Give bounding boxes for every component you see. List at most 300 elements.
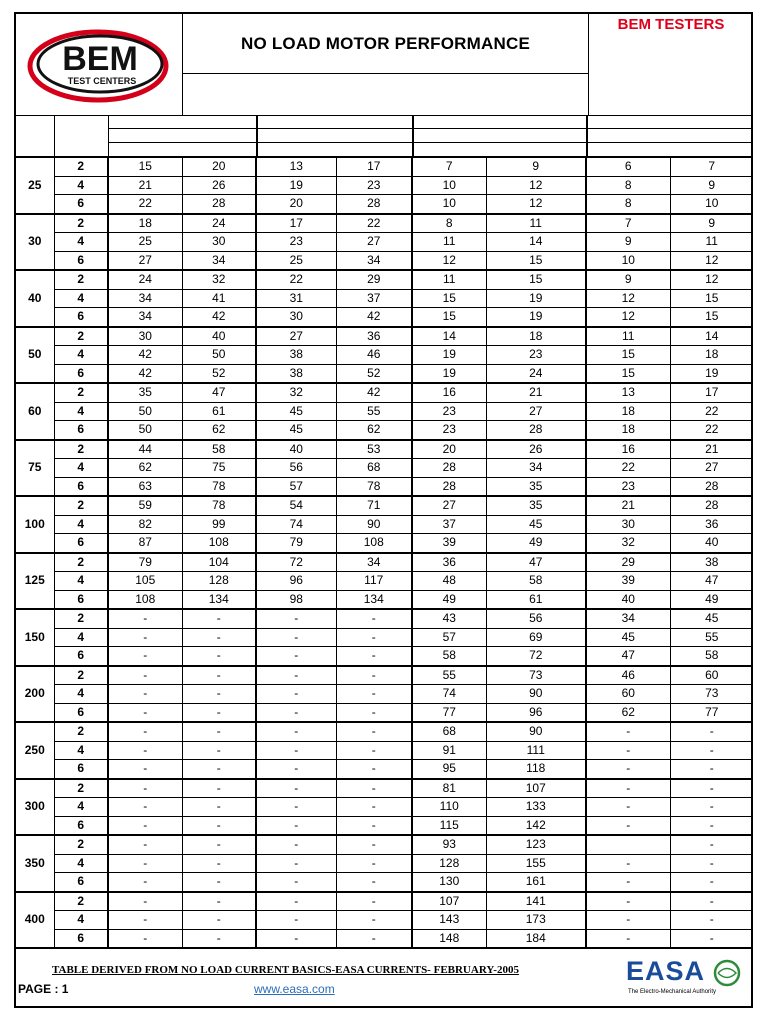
current-value-cell: 161 [486,873,586,892]
horsepower-cell: 250 [16,722,54,779]
current-value-cell: 45 [256,421,336,440]
current-value-cell: 96 [486,703,586,722]
current-value-cell: 29 [336,270,412,289]
table-row [16,854,753,873]
current-value-cell: 35 [108,383,182,402]
bem-logo-graphic [16,14,181,114]
current-value-cell: 28 [412,477,486,496]
current-value-cell: 45 [670,609,753,628]
header-divider [108,116,109,156]
current-value-cell: - [256,703,336,722]
current-value-cell: - [182,779,256,798]
current-value-cell: 130 [412,873,486,892]
current-value-cell: 110 [412,798,486,817]
current-value-cell: 7 [412,158,486,176]
motor-current-table [16,158,753,949]
table-row [16,496,753,515]
pole-cell: 6 [54,816,108,835]
current-value-cell: 9 [486,158,586,176]
pole-cell: 2 [54,835,108,854]
current-value-cell: 10 [670,195,753,214]
current-value-cell: 59 [108,496,182,515]
horsepower-cell: 60 [16,383,54,440]
pole-cell: 6 [54,703,108,722]
current-value-cell: 11 [670,233,753,252]
current-value-cell: 42 [336,308,412,327]
pole-cell: 2 [54,383,108,402]
current-value-cell: 142 [486,816,586,835]
current-value-cell: 50 [182,346,256,365]
current-value-cell: 9 [586,233,670,252]
current-value-cell: 60 [670,666,753,685]
current-value-cell: 28 [670,477,753,496]
table-row [16,666,753,685]
current-value-cell: - [256,892,336,911]
current-value-cell: - [108,835,182,854]
current-value-cell: 8 [586,195,670,214]
header-divider [586,116,588,156]
current-value-cell: 39 [412,534,486,553]
table-row [16,364,753,383]
current-value-cell: 73 [670,685,753,704]
current-value-cell: 34 [336,251,412,270]
current-value-cell: 46 [336,346,412,365]
current-value-cell: 75 [182,459,256,478]
current-value-cell: - [108,647,182,666]
current-value-cell: - [256,798,336,817]
current-value-cell: - [336,609,412,628]
current-value-cell: - [108,703,182,722]
current-value-cell: 27 [486,402,586,421]
current-value-cell: - [670,854,753,873]
current-value-cell: 79 [108,553,182,572]
current-value-cell: - [336,760,412,779]
current-value-cell: 36 [336,327,412,346]
current-value-cell: - [182,685,256,704]
current-value-cell: 36 [670,515,753,534]
table-row [16,195,753,214]
pole-cell: 4 [54,798,108,817]
table-row [16,477,753,496]
current-value-cell: 58 [182,440,256,459]
current-value-cell: 13 [256,158,336,176]
current-value-cell: 15 [670,289,753,308]
current-value-cell: 12 [486,195,586,214]
current-value-cell: - [182,854,256,873]
current-value-cell: 90 [486,722,586,741]
current-value-cell: 68 [412,722,486,741]
current-value-cell: 15 [486,251,586,270]
current-value-cell: 77 [670,703,753,722]
current-value-cell: 43 [412,609,486,628]
current-value-cell: 17 [670,383,753,402]
globe-icon [712,958,742,988]
current-value-cell: 28 [670,496,753,515]
current-value-cell: - [586,741,670,760]
current-value-cell: 30 [182,233,256,252]
current-value-cell: 99 [182,515,256,534]
page-number: PAGE : 1 [18,982,69,996]
current-value-cell: 57 [256,477,336,496]
table-row [16,779,753,798]
current-value-cell: 18 [108,214,182,233]
table-row [16,590,753,609]
current-value-cell: 14 [486,233,586,252]
table-row [16,515,753,534]
current-value-cell: - [670,798,753,817]
current-value-cell: - [256,854,336,873]
current-value-cell: 20 [256,195,336,214]
pole-cell: 6 [54,195,108,214]
current-value-cell: 22 [108,195,182,214]
current-value-cell: 47 [670,572,753,591]
current-value-cell: 98 [256,590,336,609]
current-value-cell: 30 [108,327,182,346]
current-value-cell: 35 [486,477,586,496]
current-value-cell: - [256,609,336,628]
current-value-cell: 50 [108,402,182,421]
current-value-cell: 9 [670,176,753,195]
current-value-cell: - [336,816,412,835]
table-row [16,421,753,440]
pole-cell: 6 [54,929,108,948]
current-value-cell: - [586,798,670,817]
current-value-cell: 24 [108,270,182,289]
current-value-cell: 7 [670,158,753,176]
current-value-cell: - [586,854,670,873]
current-value-cell: 69 [486,628,586,647]
current-value-cell: 8 [586,176,670,195]
pole-cell: 4 [54,289,108,308]
current-value-cell: 15 [108,158,182,176]
table-row [16,873,753,892]
current-value-cell: 82 [108,515,182,534]
current-value-cell: 74 [256,515,336,534]
current-value-cell: 39 [586,572,670,591]
current-value-cell: - [108,816,182,835]
current-value-cell: - [670,760,753,779]
page-title: NO LOAD MOTOR PERFORMANCE [241,33,530,53]
pole-cell: 4 [54,741,108,760]
table-row [16,346,753,365]
current-value-cell: 104 [182,553,256,572]
current-value-cell: - [336,892,412,911]
horsepower-cell: 350 [16,835,54,892]
current-value-cell: 24 [486,364,586,383]
current-value-cell: - [256,911,336,930]
current-value-cell: 17 [256,214,336,233]
pole-cell: 2 [54,440,108,459]
pole-cell: 4 [54,685,108,704]
current-value-cell: 13 [586,383,670,402]
current-value-cell: - [670,911,753,930]
current-value-cell: - [256,929,336,948]
current-value-cell: 38 [256,346,336,365]
horsepower-cell: 75 [16,440,54,497]
current-value-cell: 32 [256,383,336,402]
current-value-cell: 141 [486,892,586,911]
current-value-cell: 10 [412,195,486,214]
easa-tagline: The Electro-Mechanical Authority [628,989,717,995]
current-value-cell: 17 [336,158,412,176]
current-value-cell: - [670,892,753,911]
current-value-cell: - [670,779,753,798]
table-row [16,233,753,252]
current-value-cell: 22 [256,270,336,289]
current-value-cell: 47 [182,383,256,402]
current-value-cell: 71 [336,496,412,515]
current-value-cell: 15 [412,308,486,327]
pole-cell: 6 [54,477,108,496]
pole-cell: 2 [54,722,108,741]
current-value-cell: - [586,892,670,911]
current-value-cell: 15 [670,308,753,327]
current-value-cell: 34 [486,459,586,478]
current-value-cell: 58 [670,647,753,666]
current-value-cell: 47 [486,553,586,572]
current-value-cell: - [182,628,256,647]
current-value-cell: - [336,911,412,930]
current-value-cell: 14 [412,327,486,346]
current-value-cell: - [256,835,336,854]
current-value-cell: 23 [412,402,486,421]
pole-cell: 2 [54,779,108,798]
current-value-cell: - [182,911,256,930]
current-value-cell: - [182,798,256,817]
current-value-cell: - [586,873,670,892]
current-value-cell: 27 [108,251,182,270]
table-row [16,685,753,704]
current-value-cell: 40 [670,534,753,553]
current-value-cell: 56 [256,459,336,478]
current-value-cell: 115 [412,816,486,835]
current-value-cell: - [256,628,336,647]
current-value-cell: 25 [256,251,336,270]
current-value-cell: 41 [182,289,256,308]
current-value-cell: 10 [412,176,486,195]
current-value-cell: - [182,929,256,948]
current-value-cell: - [108,760,182,779]
pole-cell: 2 [54,270,108,289]
current-value-cell: - [182,873,256,892]
current-value-cell: - [670,816,753,835]
table-row [16,440,753,459]
current-value-cell: 87 [108,534,182,553]
table-row [16,892,753,911]
current-value-cell: - [336,873,412,892]
current-value-cell: 72 [486,647,586,666]
current-value-cell: - [108,666,182,685]
current-value-cell: 23 [256,233,336,252]
current-value-cell: 38 [670,553,753,572]
current-value-cell: 18 [670,346,753,365]
current-value-cell: - [586,929,670,948]
current-value-cell: 133 [486,798,586,817]
current-value-cell: - [336,666,412,685]
table-row [16,703,753,722]
current-value-cell: 93 [412,835,486,854]
current-value-cell: 22 [586,459,670,478]
subtitle-cell [183,74,588,116]
table-row [16,835,753,854]
current-value-cell: - [586,722,670,741]
current-value-cell: 73 [486,666,586,685]
current-value-cell: - [336,779,412,798]
current-value-cell: 12 [670,270,753,289]
current-value-cell: - [336,647,412,666]
current-value-cell: 108 [182,534,256,553]
easa-website-link[interactable]: www.easa.com [254,982,335,996]
table-row [16,251,753,270]
logo-subtext: TEST CENTERS [67,76,137,86]
current-value-cell: 23 [336,176,412,195]
current-value-cell: 18 [586,402,670,421]
table-row [16,402,753,421]
current-value-cell: 55 [336,402,412,421]
current-value-cell: 40 [182,327,256,346]
current-value-cell: 74 [412,685,486,704]
table-row [16,270,753,289]
current-value-cell: 55 [670,628,753,647]
current-value-cell: 78 [182,477,256,496]
current-value-cell: - [182,892,256,911]
current-value-cell: 79 [256,534,336,553]
current-value-cell: 30 [256,308,336,327]
current-value-cell: 96 [256,572,336,591]
current-value-cell: 32 [182,270,256,289]
current-value-cell: 78 [336,477,412,496]
pole-cell: 4 [54,176,108,195]
current-value-cell: 34 [182,251,256,270]
pole-cell: 6 [54,364,108,383]
current-value-cell: 34 [336,553,412,572]
current-value-cell: 42 [108,364,182,383]
horsepower-cell: 25 [16,158,54,214]
current-value-cell: 42 [182,308,256,327]
current-value-cell: 32 [586,534,670,553]
current-value-cell: 38 [256,364,336,383]
current-value-cell: - [256,722,336,741]
current-value-cell: 23 [486,346,586,365]
current-value-cell: 143 [412,911,486,930]
pole-cell: 6 [54,590,108,609]
current-value-cell: 19 [256,176,336,195]
current-value-cell: 111 [486,741,586,760]
pole-cell: 4 [54,515,108,534]
current-value-cell: - [108,685,182,704]
table-row [16,760,753,779]
current-value-cell: 27 [256,327,336,346]
current-value-cell: 37 [336,289,412,308]
current-value-cell: - [586,911,670,930]
pole-cell: 4 [54,572,108,591]
current-value-cell: 61 [182,402,256,421]
pole-cell: 4 [54,854,108,873]
header-divider [54,116,55,156]
table-row [16,308,753,327]
current-value-cell: 40 [256,440,336,459]
current-value-cell: - [182,835,256,854]
current-value-cell: - [336,835,412,854]
current-value-cell: - [256,779,336,798]
current-value-cell: 15 [412,289,486,308]
current-value-cell: 42 [336,383,412,402]
current-value-cell: 12 [486,176,586,195]
table-row [16,647,753,666]
pole-cell: 6 [54,760,108,779]
current-value-cell: 45 [256,402,336,421]
current-value-cell: 108 [108,590,182,609]
current-value-cell: 44 [108,440,182,459]
current-value-cell: 49 [412,590,486,609]
current-value-cell: 72 [256,553,336,572]
current-value-cell: 148 [412,929,486,948]
table-row [16,722,753,741]
current-value-cell: 54 [256,496,336,515]
pole-cell: 2 [54,496,108,515]
current-value-cell: 45 [486,515,586,534]
current-value-cell: 53 [336,440,412,459]
current-value-cell: - [336,741,412,760]
current-value-cell: 40 [586,590,670,609]
current-value-cell: 25 [108,233,182,252]
current-value-cell: 11 [412,270,486,289]
current-value-cell: 91 [412,741,486,760]
current-value-cell: 128 [182,572,256,591]
current-value-cell: - [256,816,336,835]
horsepower-cell: 300 [16,779,54,836]
current-value-cell: 34 [108,308,182,327]
current-value-cell: 27 [670,459,753,478]
pole-cell: 2 [54,553,108,572]
current-value-cell: 26 [486,440,586,459]
current-value-cell: 68 [336,459,412,478]
current-value-cell: 30 [586,515,670,534]
current-value-cell: 12 [586,289,670,308]
current-value-cell: 12 [670,251,753,270]
pole-cell: 2 [54,327,108,346]
horsepower-cell: 100 [16,496,54,553]
current-value-cell: 9 [670,214,753,233]
pole-cell: 2 [54,214,108,233]
current-value-cell: 118 [486,760,586,779]
pole-cell: 6 [54,873,108,892]
current-value-cell: 62 [108,459,182,478]
current-value-cell: - [256,741,336,760]
horsepower-cell: 40 [16,270,54,327]
current-value-cell: 117 [336,572,412,591]
current-value-cell: 105 [108,572,182,591]
current-value-cell: - [108,609,182,628]
current-value-cell: 61 [486,590,586,609]
table-row [16,214,753,233]
horsepower-cell: 50 [16,327,54,384]
current-value-cell: 19 [486,308,586,327]
current-value-cell: 29 [586,553,670,572]
current-value-cell: 48 [412,572,486,591]
current-value-cell: 21 [670,440,753,459]
current-value-cell: 22 [670,421,753,440]
current-value-cell: 27 [336,233,412,252]
header-divider [256,116,258,156]
horsepower-cell: 150 [16,609,54,666]
horsepower-cell: 400 [16,892,54,949]
current-value-cell: 36 [412,553,486,572]
table-row [16,798,753,817]
pole-cell: 4 [54,346,108,365]
current-value-cell: 22 [336,214,412,233]
current-value-cell: 34 [108,289,182,308]
